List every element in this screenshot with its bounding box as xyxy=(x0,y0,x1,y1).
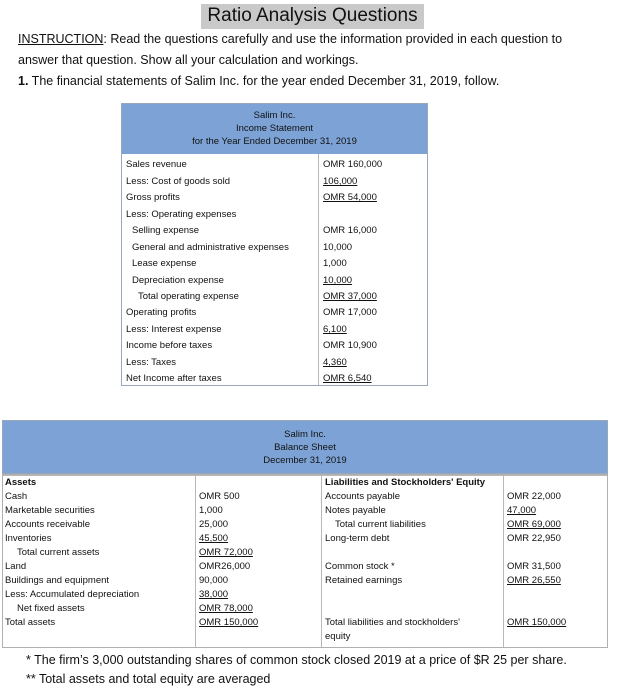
income-row-label: Selling expense xyxy=(132,225,200,236)
footnote-2: ** Total assets and total equity are averaged xyxy=(26,672,271,686)
income-row-value: OMR 16,000 xyxy=(323,225,377,236)
asset-row-value: 45,500 xyxy=(199,533,229,544)
asset-row-label: Marketable securities xyxy=(5,505,95,516)
income-row-value: 4,360 xyxy=(323,357,347,368)
column-divider xyxy=(318,154,319,385)
income-row-value: OMR 54,000 xyxy=(323,192,377,203)
income-row-label: Less: Cost of goods sold xyxy=(126,176,231,187)
income-row-label: Total operating expense xyxy=(138,291,239,302)
liability-row-label: Long-term debt xyxy=(325,533,390,544)
asset-row-value: OMR 78,000 xyxy=(199,603,253,614)
income-statement-header xyxy=(122,104,427,154)
income-row-label: Lease expense xyxy=(132,258,197,269)
liability-row-label: equity xyxy=(325,631,351,642)
asset-row-label: Cash xyxy=(5,491,28,502)
asset-row-value: 38,000 xyxy=(199,589,229,600)
balance-sheet-table xyxy=(2,474,608,648)
footnote-1: * The firm’s 3,000 outstanding shares of common stock closed 2019 at a price of $R 25 per share. xyxy=(26,653,567,667)
liability-row-value: OMR 150,000 xyxy=(507,617,567,628)
income-row-value: 6,100 xyxy=(323,324,347,335)
income-row-label: Sales revenue xyxy=(126,159,187,170)
income-row-label: Less: Interest expense xyxy=(126,324,222,335)
asset-row-value: 1,000 xyxy=(199,505,223,516)
instruction-text-1: : Read the questions carefully and use the information provided in each question to xyxy=(103,32,563,46)
liability-row-label: Notes payable xyxy=(325,505,386,516)
income-row-value: OMR 160,000 xyxy=(323,159,383,170)
asset-row-label: Buildings and equipment xyxy=(5,575,110,586)
page-title xyxy=(0,4,625,29)
assets-title: Assets xyxy=(5,477,37,488)
asset-row-value: OMR 72,000 xyxy=(199,547,253,558)
bs-title: Balance Sheet xyxy=(274,442,336,453)
income-row-label: Less: Operating expenses xyxy=(126,209,237,220)
income-row-value: 106,000 xyxy=(323,176,358,187)
column-divider xyxy=(321,475,322,647)
column-divider xyxy=(195,475,196,647)
title-text: Ratio Analysis Questions xyxy=(201,4,423,29)
instruction-line-1 xyxy=(18,29,618,50)
is-company: Salim Inc. xyxy=(253,110,296,121)
bs-date: December 31, 2019 xyxy=(263,455,347,466)
asset-row-value: OMR 150,000 xyxy=(199,617,259,628)
row-divider xyxy=(3,475,607,476)
income-row-value: 10,000 xyxy=(323,242,353,253)
asset-row-label: Inventories xyxy=(5,533,52,544)
income-row-label: Net Income after taxes xyxy=(126,373,222,384)
income-row-value: 10,000 xyxy=(323,275,353,286)
income-row-value: OMR 17,000 xyxy=(323,307,377,318)
liability-row-label: Retained earnings xyxy=(325,575,403,586)
asset-row-value: 25,000 xyxy=(199,519,229,530)
question-text: The financial statements of Salim Inc. for the year ended December 31, 2019, follow. xyxy=(28,74,500,88)
liabilities-title: Liabilities and Stockholders' Equity xyxy=(325,477,486,488)
is-period: for the Year Ended December 31, 2019 xyxy=(192,136,357,147)
column-divider xyxy=(503,475,504,647)
question-1 xyxy=(18,71,618,92)
instructions xyxy=(18,29,618,92)
income-row-label: General and administrative expenses xyxy=(132,242,289,253)
instruction-line-2: answer that question. Show all your calculation and workings. xyxy=(18,53,359,67)
income-row-value: 1,000 xyxy=(323,258,347,269)
asset-row-label: Total assets xyxy=(5,617,56,628)
asset-row-label: Accounts receivable xyxy=(5,519,91,530)
liability-row-value: OMR 22,000 xyxy=(507,491,561,502)
liability-row-label: Total current liabilities xyxy=(335,519,426,530)
income-row-label: Less: Taxes xyxy=(126,357,176,368)
income-statement-table xyxy=(121,103,428,386)
asset-row-label: Land xyxy=(5,561,27,572)
income-statement-body xyxy=(122,154,427,385)
liability-row-value: OMR 22,950 xyxy=(507,533,561,544)
income-row-label: Operating profits xyxy=(126,307,197,318)
income-row-label: Depreciation expense xyxy=(132,275,224,286)
income-row-value: OMR 10,900 xyxy=(323,340,377,351)
liability-row-value: 47,000 xyxy=(507,505,537,516)
asset-row-label: Less: Accumulated depreciation xyxy=(5,589,140,600)
liability-row-label: Accounts payable xyxy=(325,491,400,502)
is-title: Income Statement xyxy=(235,123,314,134)
bs-company: Salim Inc. xyxy=(284,429,326,440)
income-row-label: Gross profits xyxy=(126,192,180,203)
liability-row-value: OMR 26,550 xyxy=(507,575,561,586)
asset-row-value: OMR 500 xyxy=(199,491,240,502)
income-row-value: OMR 6,540 xyxy=(323,373,372,384)
question-number: 1. xyxy=(18,74,29,88)
liability-row-value: OMR 69,000 xyxy=(507,519,561,530)
asset-row-label: Total current assets xyxy=(17,547,100,558)
income-row-label: Income before taxes xyxy=(126,340,213,351)
instruction-label: INSTRUCTION xyxy=(18,32,104,46)
asset-row-value: 90,000 xyxy=(199,575,229,586)
liability-row-label: Common stock * xyxy=(325,561,395,572)
liability-row-value: OMR 31,500 xyxy=(507,561,561,572)
balance-sheet-header xyxy=(2,420,608,474)
income-row-value: OMR 37,000 xyxy=(323,291,377,302)
asset-row-label: Net fixed assets xyxy=(17,603,85,614)
liability-row-label: Total liabilities and stockholders' xyxy=(325,617,460,628)
asset-row-value: OMR26,000 xyxy=(199,561,251,572)
